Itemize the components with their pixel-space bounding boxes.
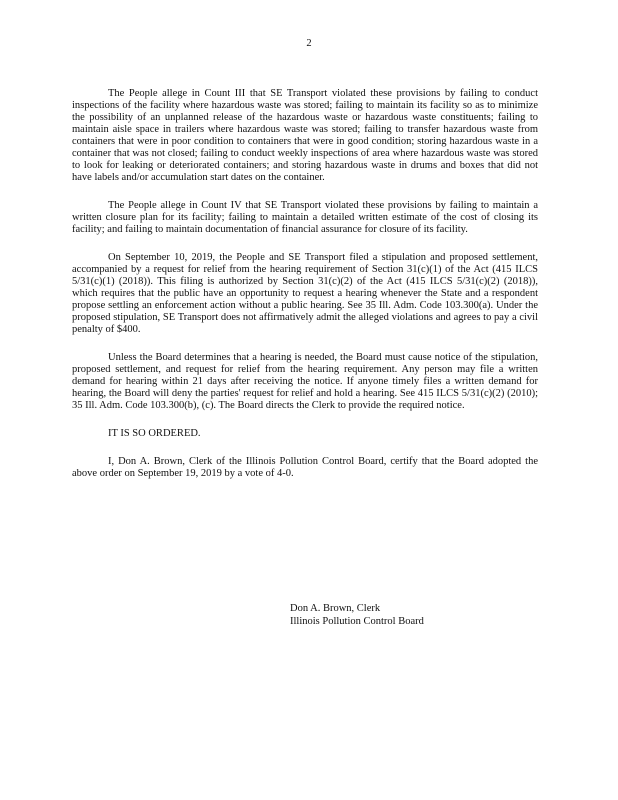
paragraph-notice: Unless the Board determines that a hearing is needed, the Board must cause notice of the stipulation, proposed settlement, and request for relief from the hearing requirement. Any person may file a written demand for hearing within 21 days after receiving the notice. If anyone timely files a written demand for hearing, the Board will deny the parties' request for relief and hold a hearing. See 415 ILCS 5/31(c)(2) (2010); 35 Ill. Adm. Code 103.300(b), (c). The Board directs the Clerk to provide the required notice. — [72, 352, 538, 411]
paragraph-count-iii: The People allege in Count III that SE Transport violated these provisions by failing to conduct inspections of the facility where hazardous waste was stored; failing to maintain its facility so as to minimize the possibility of an unplanned release of the hazardous waste or hazardous waste constituents; failing to maintain aisle space in trailers where hazardous waste was stored; failing to transfer hazardous waste from containers that were in poor condition to containers that were in good condition; storing hazardous waste in a container that was not closed; failing to conduct weekly inspections of area where hazardous waste was stored to look for leaking or deteriorated containers; and storing hazardous waste in drums and boxes that did not have labels and/or accumulation start dates on the container. — [72, 88, 538, 183]
paragraph-stipulation: On September 10, 2019, the People and SE Transport filed a stipulation and proposed settlement, accompanied by a request for relief from the hearing requirement of Section 31(c)(1) of the Act (415 ILCS 5/31(c)(1) (2018)). This filing is authorized by Section 31(c)(2) of the Act (415 ILCS 5/31(c)(2) (2018)), which requires that the public have an opportunity to request a hearing whenever the State and a respondent propose settling an enforcement action without a public hearing. See 35 Ill. Adm. Code 103.300(a). Under the proposed stipulation, SE Transport does not affirmatively admit the alleged violations and agrees to pay a civil penalty of $400. — [72, 252, 538, 335]
signature-block — [290, 602, 424, 628]
order-body — [72, 88, 538, 496]
ordered-statement: IT IS SO ORDERED. — [108, 428, 201, 439]
signature-org: Illinois Pollution Control Board — [290, 616, 424, 627]
signature-name: Don A. Brown, Clerk — [290, 603, 381, 614]
paragraph-count-iv: The People allege in Count IV that SE Transport violated these provisions by failing to maintain a written closure plan for its facility; failing to maintain a detailed written estimate of the cost of closing its facility; and failing to maintain documentation of financial assurance for closure of its facility. — [72, 200, 538, 235]
clerk-certification: I, Don A. Brown, Clerk of the Illinois Pollution Control Board, certify that the Board adopted the above order on September 19, 2019 by a vote of 4-0. — [72, 456, 538, 479]
page-number: 2 — [306, 38, 312, 49]
